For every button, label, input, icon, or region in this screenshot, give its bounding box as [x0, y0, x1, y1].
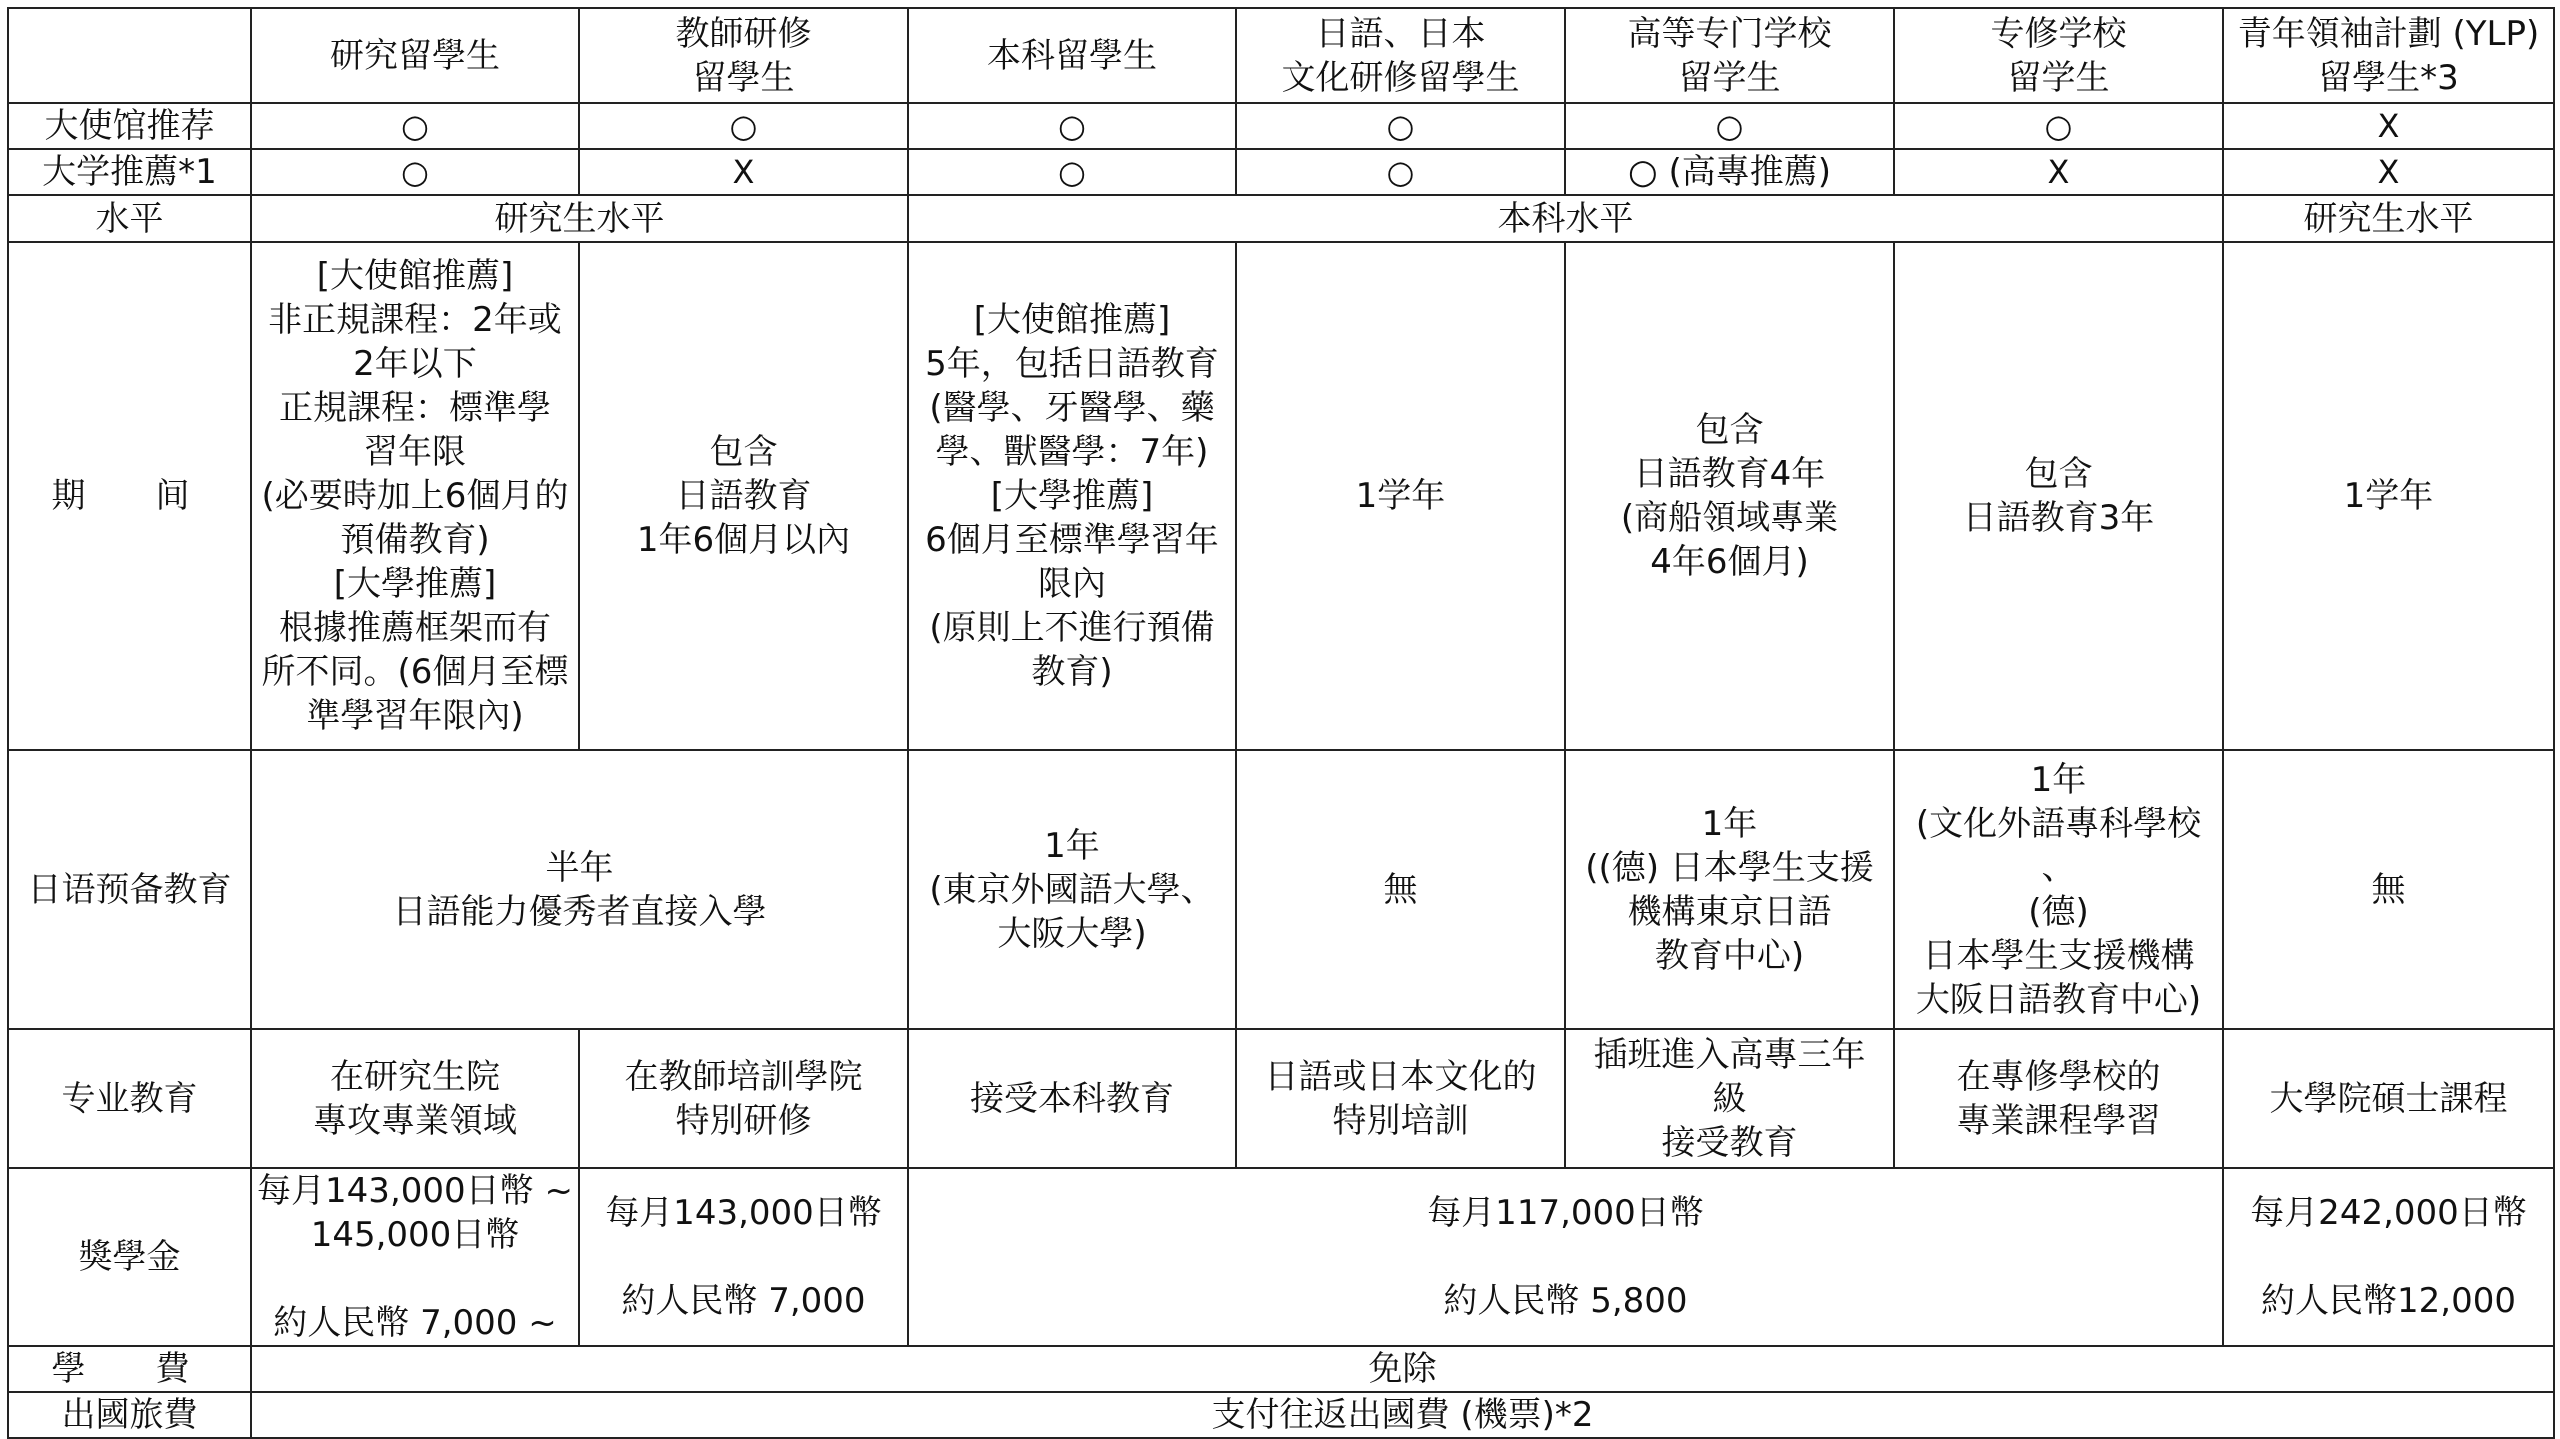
major-cell: 日語或日本文化的 特別培訓	[1236, 1029, 1565, 1168]
col-header-senshu: 专修学校 留学生	[1894, 8, 2223, 103]
major-cell: 在專修學校的 專業課程學習	[1894, 1029, 2223, 1168]
scholarship-undergrad-cell: 每月117,000日幣 約人民幣 5,800	[908, 1168, 2223, 1346]
university-cell: ○	[908, 149, 1236, 195]
prep-kosen-cell: 1年 ((德) 日本學生支援 機構東京日語 教育中心)	[1565, 750, 1894, 1029]
period-senshu-cell: 包含 日語教育3年	[1894, 242, 2223, 750]
major-cell: 大學院碩士課程	[2223, 1029, 2554, 1168]
scholarship-table	[7, 7, 2555, 1439]
prep-ylp-cell: 無	[2223, 750, 2554, 1029]
prep-row	[8, 750, 2554, 1029]
row-label-tuition: 學 費	[8, 1346, 251, 1392]
university-cell: X	[2223, 149, 2554, 195]
col-header-ylp: 青年領袖計劃 (YLP) 留學生*3	[2223, 8, 2554, 103]
level-grad-cell: 研究生水平	[251, 195, 908, 242]
scholarship-row	[8, 1168, 2554, 1346]
major-cell: 在教師培訓學院 特別研修	[579, 1029, 908, 1168]
period-kosen-cell: 包含 日語教育4年 (商船領域專業 4年6個月)	[1565, 242, 1894, 750]
level-row	[8, 195, 2554, 242]
prep-research-teacher-cell: 半年 日語能力優秀者直接入學	[251, 750, 908, 1029]
period-undergrad-cell: [大使館推薦] 5年，包括日語教育 (醫學、牙醫學、藥 學、獸醫學：7年) [大學推薦] 6個月至標準學習年 限內 (原則上不進行預備 教育)	[908, 242, 1236, 750]
row-label-scholarship: 獎學金	[8, 1168, 251, 1346]
travel-cell: 支付往返出國費 (機票)*2	[251, 1392, 2554, 1438]
embassy-cell: X	[2223, 103, 2554, 149]
prep-senshu-cell: 1年 (文化外語專科學校 、 (德) 日本學生支援機構 大阪日語教育中心)	[1894, 750, 2223, 1029]
level-ylp-cell: 研究生水平	[2223, 195, 2554, 242]
row-label-prep: 日语预备教育	[8, 750, 251, 1029]
col-header-kosen: 高等专门学校 留学生	[1565, 8, 1894, 103]
university-cell: ○	[1236, 149, 1565, 195]
embassy-row	[8, 103, 2554, 149]
embassy-cell: ○	[1894, 103, 2223, 149]
university-row	[8, 149, 2554, 195]
col-header-teacher: 教師研修 留學生	[579, 8, 908, 103]
col-header-undergrad: 本科留學生	[908, 8, 1236, 103]
period-research-cell: [大使館推薦] 非正規課程：2年或 2年以下 正規課程：標準學 習年限 (必要時加上6個月的 預備教育) [大學推薦] 根據推薦框架而有 所不同。(6個月至標 準學習年限內)	[251, 242, 579, 750]
university-cell: ○	[251, 149, 579, 195]
col-header-japanese: 日語、日本 文化研修留學生	[1236, 8, 1565, 103]
period-ylp-cell: 1学年	[2223, 242, 2554, 750]
row-label-travel: 出國旅費	[8, 1392, 251, 1438]
row-label-university: 大学推薦*1	[8, 149, 251, 195]
embassy-cell: ○	[1236, 103, 1565, 149]
prep-undergrad-cell: 1年 (東京外國語大學、 大阪大學)	[908, 750, 1236, 1029]
embassy-cell: ○	[908, 103, 1236, 149]
scholarship-research-cell: 每月143,000日幣 ~ 145,000日幣 約人民幣 7,000 ~	[251, 1168, 579, 1346]
embassy-cell: ○	[251, 103, 579, 149]
major-cell: 在研究生院 專攻專業領域	[251, 1029, 579, 1168]
period-row	[8, 242, 2554, 750]
period-japanese-cell: 1学年	[1236, 242, 1565, 750]
header-corner	[8, 8, 251, 103]
embassy-cell: ○	[1565, 103, 1894, 149]
university-cell: X	[579, 149, 908, 195]
embassy-cell: ○	[579, 103, 908, 149]
prep-japanese-cell: 無	[1236, 750, 1565, 1029]
tuition-row	[8, 1346, 2554, 1392]
scholarship-ylp-cell: 每月242,000日幣 約人民幣12,000	[2223, 1168, 2554, 1346]
row-label-level: 水平	[8, 195, 251, 242]
row-label-period: 期 间	[8, 242, 251, 750]
university-cell: ○ (高專推薦)	[1565, 149, 1894, 195]
col-header-research: 研究留學生	[251, 8, 579, 103]
major-row	[8, 1029, 2554, 1168]
level-undergrad-cell: 本科水平	[908, 195, 2223, 242]
scholarship-teacher-cell: 每月143,000日幣 約人民幣 7,000	[579, 1168, 908, 1346]
scholarship-comparison	[7, 7, 2555, 1439]
university-cell: X	[1894, 149, 2223, 195]
tuition-cell: 免除	[251, 1346, 2554, 1392]
row-label-embassy: 大使馆推荐	[8, 103, 251, 149]
travel-row	[8, 1392, 2554, 1438]
header-row	[8, 8, 2554, 103]
row-label-major: 专业教育	[8, 1029, 251, 1168]
major-cell: 接受本科教育	[908, 1029, 1236, 1168]
major-cell: 插班進入高專三年 級 接受教育	[1565, 1029, 1894, 1168]
period-teacher-cell: 包含 日語教育 1年6個月以內	[579, 242, 908, 750]
